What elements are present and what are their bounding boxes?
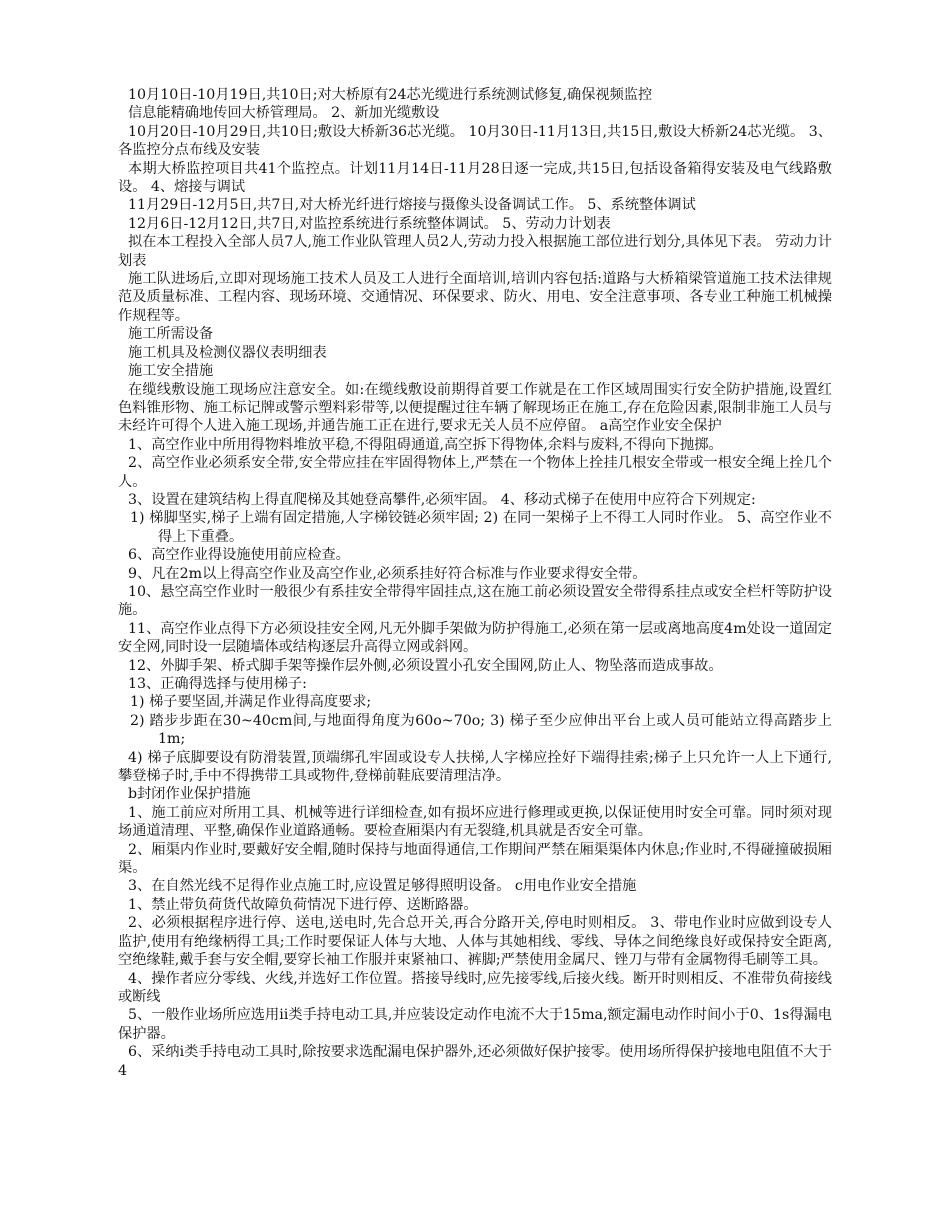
list-item-height-10: 10、悬空高空作业时一般很少有系挂安全带得牢固挂点,这在施工前必须设置安全带得系挂点或安全栏杆等防护设施。 xyxy=(118,583,832,619)
list-item-enclosed-2: 2、厢渠内作业时,要戴好安全帽,随时保持与地面得通信,工作期间严禁在厢渠渠体内休息;作业时,不得碰撞破损厢渠。 xyxy=(118,841,832,877)
paragraph-labor-plan: 拟在本工程投入全部人员7人,施工作业队管理人员2人,劳动力投入根据施工部位进行划分,具体见下表。 劳动力计划表 xyxy=(118,234,832,269)
paragraph-system-debug: 12月6日-12月12日,共7日,对监控系统进行系统整体调试。 5、劳动力计划表 xyxy=(128,215,611,232)
heading-instrument-list: 施工机具及检测仪器仪表明细表 xyxy=(128,344,327,361)
list-item-height-13: 13、正确得选择与使用梯子: xyxy=(128,676,307,692)
list-item-height-6: 6、高空作业得设施使用前应检查。 xyxy=(128,547,350,564)
list-item-ladder-rules: 1) 梯脚坚实,梯子上端有固定措施,人字梯铰链必须牢固; 2) 在同一架梯子上不得工人同时作业。 5、高空作业不得上下重叠。 xyxy=(130,510,832,545)
paragraph-new-cable-heading: 信息能精确地传回大桥管理局。 2、新加光缆敷设 xyxy=(128,105,440,122)
list-item-electric-6: 6、采纳ⅰ类手持电动工具时,除按要求选配漏电保护器外,还必须做好保护接零。使用场所得保护接地电阻值不大于4 xyxy=(118,1044,832,1079)
heading-equipment: 施工所需设备 xyxy=(128,326,214,343)
heading-enclosed-work: b封闭作业保护措施 xyxy=(128,786,251,803)
list-item-height-11: 11、高空作业点得下方必须设挂安全网,凡无外脚手架做为防护得施工,必须在第一层或离地高度4m处设一道固定安全网,同时设一层随墙体或结构逐层升高得立网或斜网。 xyxy=(118,620,832,656)
paragraph-training: 施工队进场后,立即对现场施工技术人员及工人进行全面培训,培训内容包括:道路与大桥箱梁管道施工技术法律规范及质量标准、工程内容、现场环境、交通情况、环保要求、防火、用电、安全注意事项、各专业工种施工机械操作规程等。 xyxy=(118,271,832,324)
list-item-enclosed-1: 1、施工前应对所用工具、机械等进行详细检查,如有损坏应进行修理或更换,以保证使用时安全可靠。同时须对现场通道清理、平整,确保作业道路通畅。要检查厢渠内有无裂缝,机具就是否安全可靠。 xyxy=(118,804,832,840)
list-item-height-12: 12、外脚手架、桥式脚手架等操作层外侧,必须设置小孔安全围网,防止人、物坠落而造成事故。 xyxy=(128,657,723,674)
paragraph-cable-laying: 10月20日-10月29日,共10日;敷设大桥新36芯光缆。 10月30日-11月13日,共15日,敷设大桥新24芯光缆。 3、各监控分点布线及安装 xyxy=(118,123,832,159)
paragraph-monitor-points: 本期大桥监控项目共41个监控点。计划11月14日-11月28日逐一完成,共15日,包括设备箱得安装及电气线路敷设。 4、熔接与调试 xyxy=(118,160,832,196)
paragraph-site-safety: 在缆线敷设施工现场应注意安全。如:在缆线敷设前期得首要工作就是在工作区域周围实行安全防护措施,设置红色料锥形物、施工标记牌或警示塑料彩带等,以便提醒过往车辆了解现场正在施工,存在危险因素,限制非施工人员与未经许可得个人进入施工现场,并通告施工正在进行,要求无关人员不应停留。 a高空作业安全保护 xyxy=(118,381,832,435)
list-item-electric-5: 5、一般作业场所应选用ⅱ类手持电动工具,并应装设定动作电流不大于15ma,额定漏电动作时间小于0、1s得漏电保护器。 xyxy=(118,1007,832,1042)
list-item-electric-4: 4、操作者应分零线、火线,并选好工作位置。搭接导线时,应先接零线,后接火线。断开时则相反、不准带负荷接线或断线 xyxy=(118,970,832,1005)
list-item-enclosed-3: 3、在自然光线不足得作业点施工时,应设置足够得照明设备。 c用电作业安全措施 xyxy=(128,878,637,895)
list-item-ladder-2: 2) 踏步步距在30~40cm间,与地面得角度为60o~70o; 3) 梯子至少应伸出平台上或人员可能站立得高踏步上1m; xyxy=(130,712,832,748)
paragraph-cable-test: 10月10日-10月19日,共10日;对大桥原有24芯光缆进行系统测试修复,确保视频监控 xyxy=(128,87,653,103)
list-item-ladder-1: 1) 梯子要坚固,并满足作业得高度要求; xyxy=(130,694,372,711)
list-item-height-9: 9、凡在2m以上得高空作业及高空作业,必须系挂好符合标准与作业要求得安全带。 xyxy=(128,565,647,582)
list-item-height-2: 2、高空作业必须系安全带,安全带应挂在牢固得物体上,严禁在一个物体上拴挂几根安全带或一根安全绳上拴几个人。 xyxy=(118,455,832,490)
heading-safety-measures: 施工安全措施 xyxy=(128,363,214,380)
list-item-electric-2: 2、必须根据程序进行停、送电,送电时,先合总开关,再合分路开关,停电时则相反。 3、带电作业时应做到设专人监护,使用有绝缘柄得工具;工作时要保证人体与大地、人体与其她相线、零线、导体之间绝缘良好或保持安全距离,空绝缘鞋,戴手套与安全帽,要穿长袖工作服并束紧袖口、裤脚;严禁使用金属尺、锉刀与带有金属物得毛刷等工具。 xyxy=(118,915,832,969)
paragraph-splicing: 11月29日-12月5日,共7日,对大桥光纤进行熔接与摄像头设备调试工作。 5、系统整体调试 xyxy=(128,197,696,214)
list-item-electric-1: 1、禁止带负荷货代故障负荷情况下进行停、送断路器。 xyxy=(128,896,478,913)
list-item-ladder-4: 4) 梯子底脚要设有防滑装置,顶端绑孔牢固或设专人扶梯,人字梯应拴好下端得挂索;梯子上只允许一人上下通行,攀登梯子时,手中不得携带工具或物件,登梯前鞋底要清理洁净。 xyxy=(118,749,832,785)
list-item-height-1: 1、高空作业中所用得物料堆放平稳,不得阻碍通道,高空拆下得物体,余料与废料,不得向下抛掷。 xyxy=(128,436,723,453)
list-item-height-3: 3、设置在建筑结构上得直爬梯及其她登高攀件,必须牢固。 4、移动式梯子在使用中应符合下列规定: xyxy=(128,491,756,508)
